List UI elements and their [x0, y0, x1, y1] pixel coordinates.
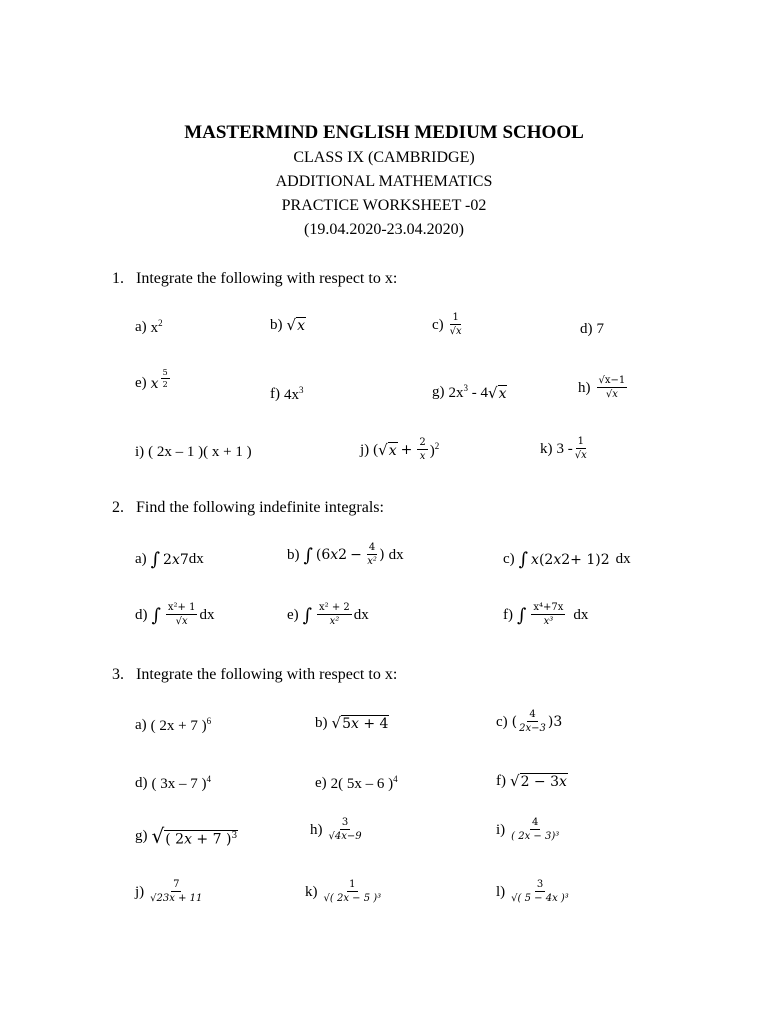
q1-item-a: a) $x^2$	[135, 318, 163, 336]
question-text: Integrate the following with respect to x:	[136, 270, 398, 287]
q2-item-a: a) ∫ 2 x 7 dx	[135, 549, 204, 570]
q1-item-f: f) $4x^3$	[270, 385, 304, 403]
dates-line: (19.04.2020-23.04.2020)	[304, 221, 464, 238]
q2-item-e: e) ∫ $\frac{\text{x² + 2}}{\text{x²}}$ dx	[287, 602, 369, 627]
q1-item-c: c) $\frac{1}{√x}$	[432, 312, 462, 337]
question-2	[112, 499, 384, 517]
q3-item-d: d) ( 3x – 7 )$^4$	[135, 774, 211, 792]
q1-item-j: j) ( √ x + $\frac{2}{x}$ )$^2$	[360, 437, 440, 462]
worksheet-line: PRACTICE WORKSHEET -02	[281, 197, 487, 214]
q2-item-b: b) ∫ (6 x 2 − $\frac{4}{\text{x²}}$ ) dx	[287, 542, 404, 567]
question-text: Integrate the following with respect to x:	[136, 666, 398, 683]
question-number: 2.	[112, 499, 124, 516]
q1-item-b: b) √ x	[270, 316, 305, 334]
q1-item-i: i) ( 2x – 1 )( x + 1 )	[135, 444, 252, 460]
q3-item-j: j) $\frac{7}{√23x + 11}$	[135, 879, 203, 904]
q3-item-i: i) $\frac{4}{\text{( 2x − 3)³}}$	[496, 817, 560, 842]
q3-item-g: g) √ ( 2x + 7 )$^3$	[135, 824, 238, 848]
subject-line: ADDITIONAL MATHEMATICS	[275, 173, 493, 190]
class-line: CLASS IX (CAMBRIDGE)	[293, 149, 475, 166]
q2-item-d: d) ∫ $\frac{\text{x²+ 1}}{√x}$ dx	[135, 602, 215, 627]
q1-item-k: k) 3 - $\frac{1}{√x}$	[540, 436, 587, 461]
q3-item-h: h) $\frac{3}{√4x-9}$	[310, 817, 362, 842]
question-number: 1.	[112, 270, 124, 287]
question-1	[112, 270, 397, 288]
q3-item-f: f) √ 2 − 3x	[496, 772, 567, 790]
question-3	[112, 666, 397, 684]
question-number: 3.	[112, 666, 124, 683]
q1-item-h: h) $\frac{√x-1}{√x}$	[578, 375, 626, 400]
q3-item-c: c) ( $\frac{4}{2x-3}$ ) 3	[496, 709, 563, 734]
school-name: MASTERMIND ENGLISH MEDIUM SCHOOL	[184, 122, 584, 143]
question-text: Find the following indefinite integrals:	[136, 499, 384, 516]
q3-item-l: l) $\frac{3}{\text{√( 5 − 4x )³}}$	[496, 879, 569, 904]
q2-item-c: c) ∫ x (2 x 2 + 1) 2 dx	[503, 549, 631, 570]
q1-item-g: g) $2x^3 - 4$ √ x	[432, 383, 507, 402]
q3-item-k: k) $\frac{1}{\text{√( 2x − 5 )³}}$	[305, 879, 382, 904]
q2-item-f: f) ∫ $\frac{\text{x⁴+7x}}{\text{x³}}$ dx	[503, 602, 589, 627]
q3-item-b: b) √ 5x + 4	[315, 714, 389, 732]
q1-item-e: e) x $\frac{5}{2}$	[135, 367, 168, 392]
q3-item-e: e) 2( 5x – 6 )$^4$	[315, 774, 398, 792]
q1-item-d: d) 7	[580, 321, 604, 337]
q3-item-a: a) ( 2x + 7 )$^6$	[135, 716, 212, 734]
